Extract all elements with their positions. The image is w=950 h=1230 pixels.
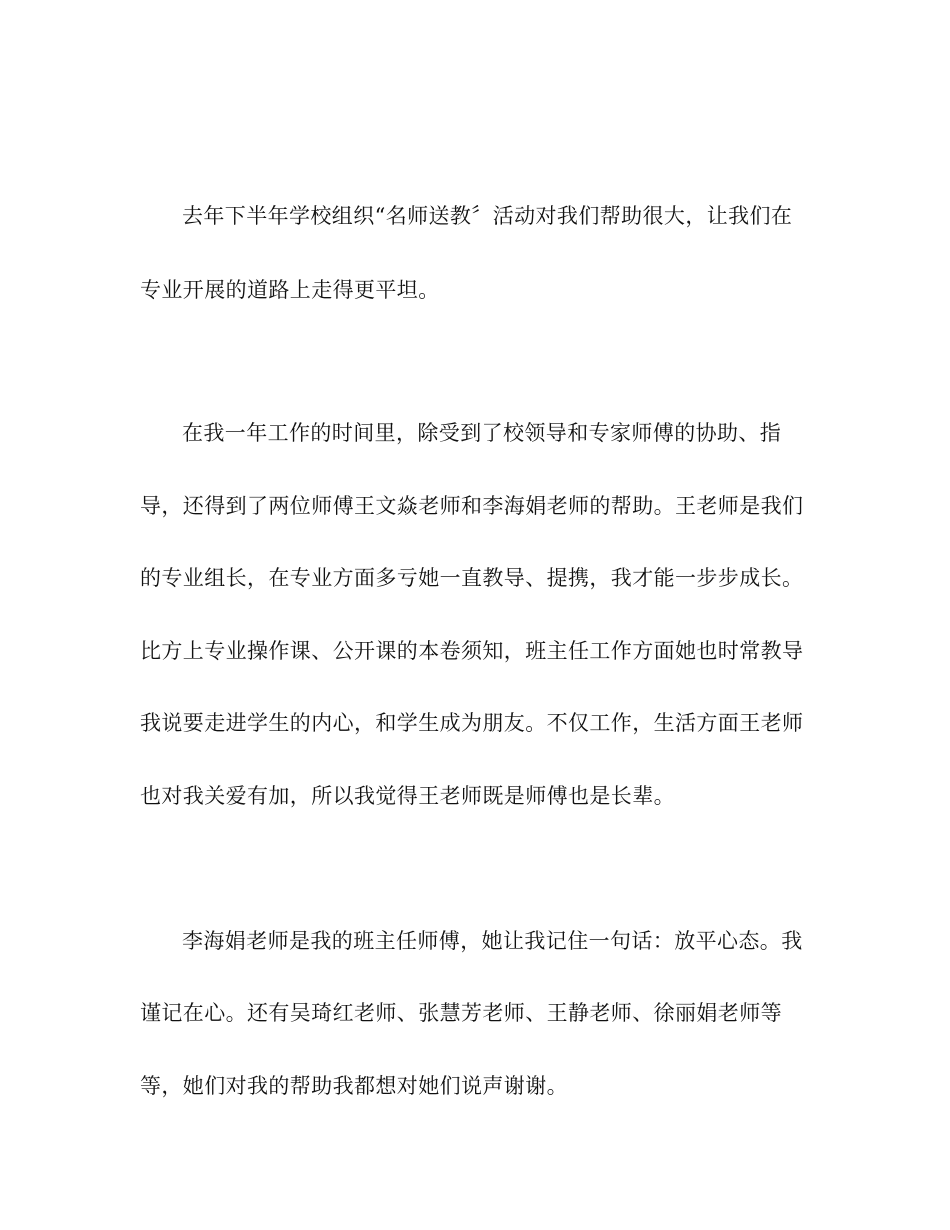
- paragraph-line: 李海娟老师是我的班主任师傅，她让我记住一句话：放平心态。我: [182, 929, 803, 953]
- paragraph-line: 去年下半年学校组织“名师送教〞活动对我们帮助很大，让我们在: [182, 204, 793, 228]
- paragraph-line: 导，还得到了两位师傅王文焱老师和李海娟老师的帮助。王老师是我们: [140, 494, 804, 518]
- paragraph-line: 在我一年工作的时间里，除受到了校领导和专家师傅的协助、指: [182, 421, 782, 445]
- paragraph-line: 的专业组长，在专业方面多亏她一直教导、提携，我才能一步步成长。: [140, 566, 804, 590]
- paragraph-line: 也对我关爱有加，所以我觉得王老师既是师傅也是长辈。: [140, 784, 675, 808]
- paragraph-line: 等，她们对我的帮助我都想对她们说声谢谢。: [140, 1074, 568, 1098]
- paragraph-line: 专业开展的道路上走得更平坦。: [140, 278, 440, 302]
- paragraph-line: 谨记在心。还有吴琦红老师、张慧芳老师、王静老师、徐丽娟老师等: [140, 1001, 782, 1025]
- paragraph-line: 我说要走进学生的内心，和学生成为朋友。不仅工作，生活方面王老师: [140, 711, 804, 735]
- paragraph-line: 比方上专业操作课、公开课的本卷须知，班主任工作方面她也时常教导: [140, 639, 804, 663]
